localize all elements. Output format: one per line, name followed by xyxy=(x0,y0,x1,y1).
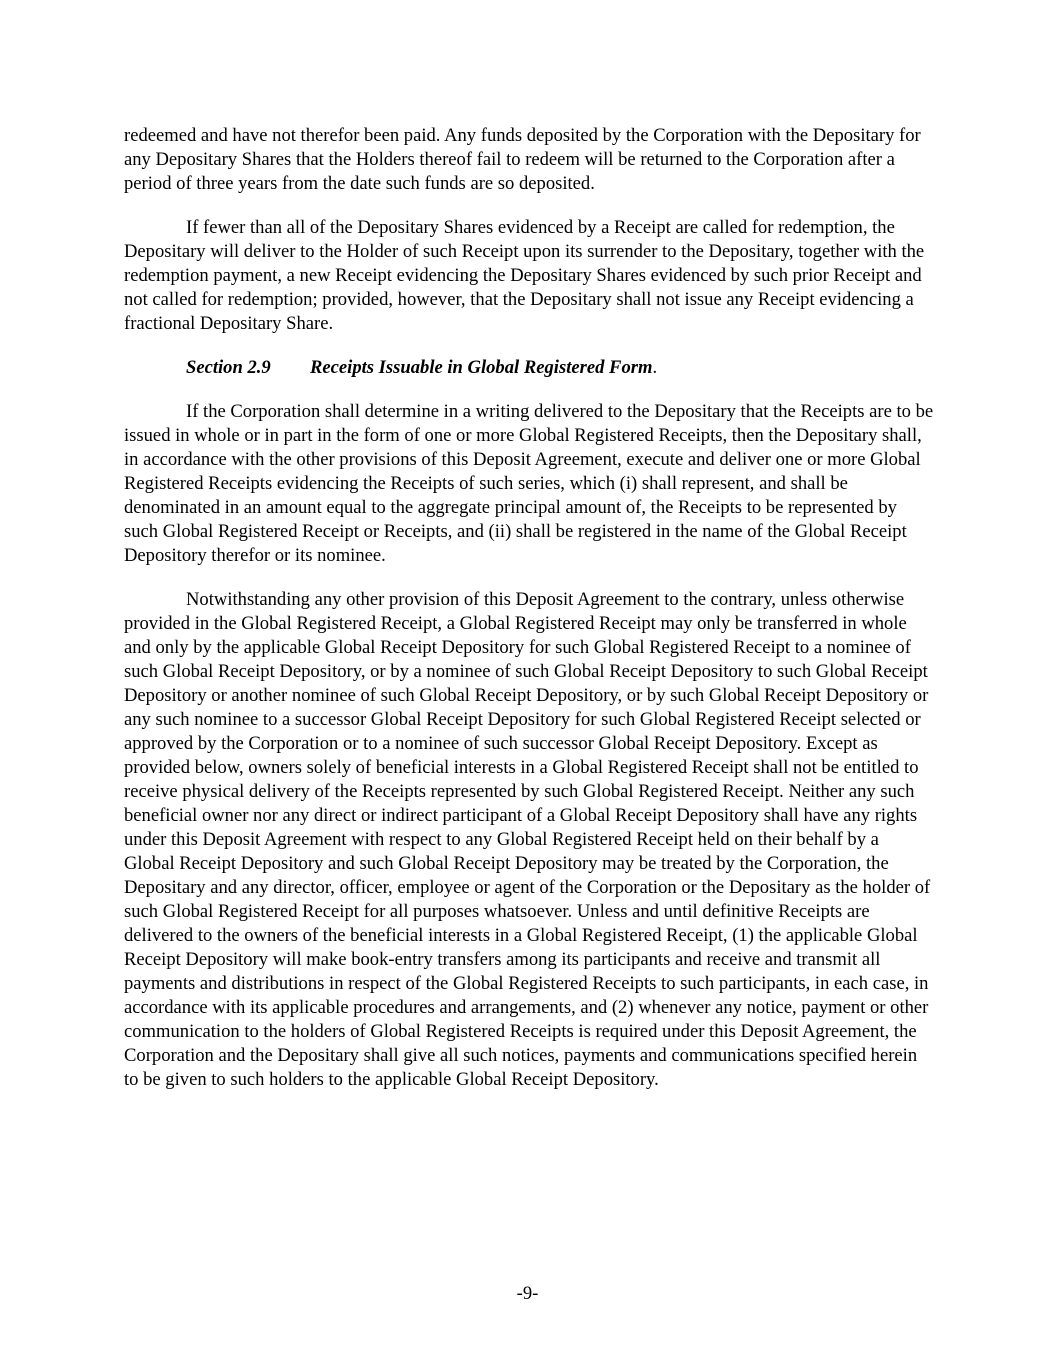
paragraph-global-receipts-transfer: Notwithstanding any other provision of this Deposit Agreement to the contrary, unless otherwise provided in the Global Registered Receipt, a Global Registered Receipt may only be transferred in whole and only by the applicable Global Receipt Depository for such Global Registered Receipt to a nominee of such Global Receipt Depository, or by a nominee of such Global Receipt Depository to such Global Receipt Depository or another nominee of such Global Receipt Depository, or by such Global Receipt Depository or any such nominee to a successor Global Receipt Depository for such Global Registered Receipt selected or approved by the Corporation or to a nominee of such successor Global Receipt Depository. Except as provided below, owners solely of beneficial interests in a Global Registered Receipt shall not be entitled to receive physical delivery of the Receipts represented by such Global Registered Receipt. Neither any such beneficial owner nor any direct or indirect participant of a Global Receipt Depository shall have any rights under this Deposit Agreement with respect to any Global Registered Receipt held on their behalf by a Global Receipt Depository and such Global Receipt Depository may be treated by the Corporation, the Depositary and any director, officer, employee or agent of the Corporation or the Depositary as the holder of such Global Registered Receipt for all purposes whatsoever. Unless and until definitive Receipts are delivered to the owners of the beneficial interests in a Global Registered Receipt, (1) the applicable Global Receipt Depository will make book-entry transfers among its participants and receive and transmit all payments and distributions in respect of the Global Registered Receipts to such participants, in each case, in accordance with its applicable procedures and arrangements, and (2) whenever any notice, payment or other communication to the holders of Global Registered Receipts is required under this Deposit Agreement, the Corporation and the Depositary shall give all such notices, payments and communications specified herein to be given to such holders to the applicable Global Receipt Depository. xyxy=(124,589,931,1090)
section-number: Section 2.9 xyxy=(186,357,271,378)
section-heading xyxy=(186,356,934,380)
section-title-period: . xyxy=(652,357,658,378)
section-title: Receipts Issuable in Global Registered Form xyxy=(310,357,653,378)
paragraph-partial-redemption: If fewer than all of the Depositary Shares evidenced by a Receipt are called for redemption, the Depositary will deliver to the Holder of such Receipt upon its surrender to the Depositary, together with the redemption payment, a new Receipt evidencing the Depositary Shares evidenced by such prior Receipt and not called for redemption; provided, however, that the Depositary shall not issue any Receipt evidencing a fractional Depositary Share. xyxy=(124,217,925,334)
document-body xyxy=(124,124,934,1112)
page-number: -9- xyxy=(516,1283,539,1304)
paragraph-global-receipts-issuance: If the Corporation shall determine in a writing delivered to the Depositary that the Receipts are to be issued in whole or in part in the form of one or more Global Registered Receipts, then the Depositary shall, in accordance with the other provisions of this Deposit Agreement, execute and deliver one or more Global Registered Receipts evidencing the Receipts of such series, which (i) shall represent, and shall be denominated in an amount equal to the aggregate principal amount of, the Receipts to be represented by such Global Registered Receipt or Receipts, and (ii) shall be registered in the name of the Global Receipt Depository therefor or its nominee. xyxy=(124,401,934,566)
paragraph-redemption-funds: redeemed and have not therefor been paid. Any funds deposited by the Corporation with the Depositary for any Depositary Shares that the Holders thereof fail to redeem will be returned to the Corporation after a period of three years from the date such funds are so deposited. xyxy=(124,125,921,194)
